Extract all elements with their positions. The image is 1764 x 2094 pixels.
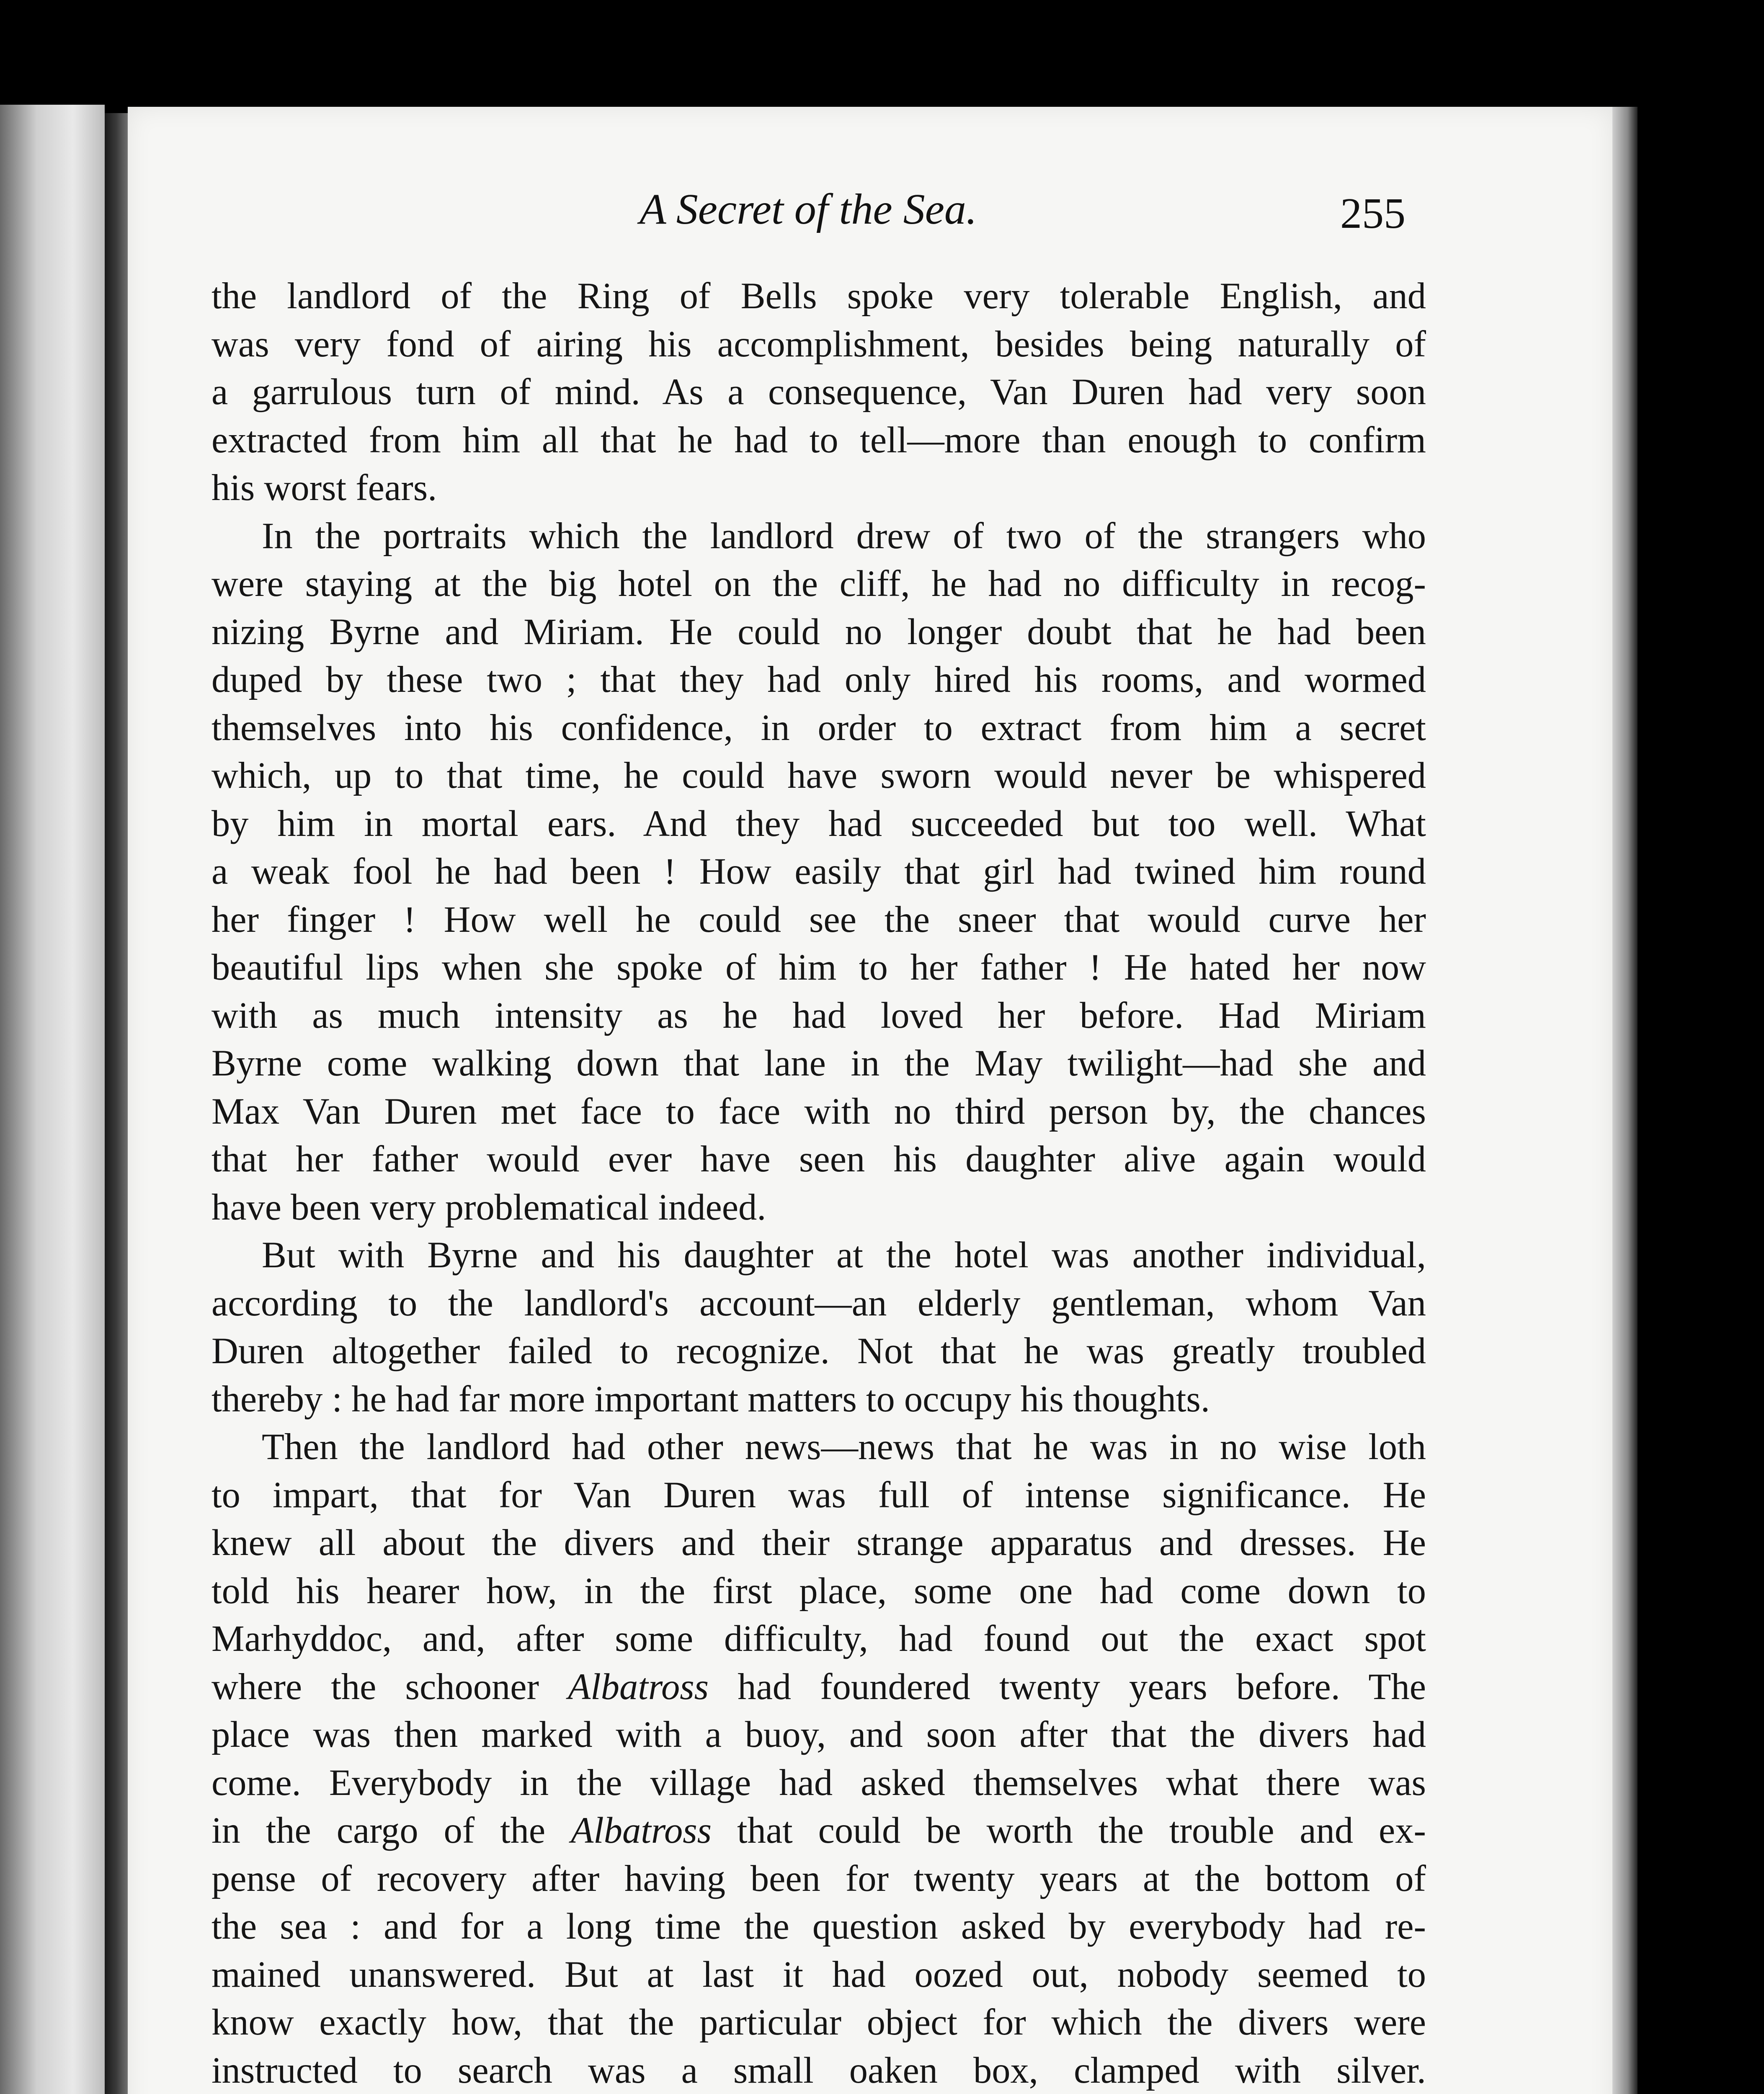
- text-line: told his hearer how, in the first place, some one had come down to: [211, 1570, 1426, 1612]
- text-line: a weak fool he had been ! How easily that girl had twined him round: [211, 851, 1426, 892]
- book-gutter: [105, 113, 128, 2094]
- text-line: to impart, that for Van Duren was full of intense significance. He: [211, 1474, 1426, 1516]
- text-line: duped by these two ; that they had only hired his rooms, and wormed: [211, 659, 1426, 700]
- text-line: the landlord of the Ring of Bells spoke very tolerable English, and: [211, 276, 1426, 317]
- page-number: 255: [1340, 189, 1406, 237]
- text-line: knew all about the divers and their strange apparatus and dresses. He: [211, 1522, 1426, 1563]
- text-line: the sea : and for a long time the question asked by everybody had re-: [211, 1906, 1426, 1947]
- text-line: a garrulous turn of mind. As a consequence, Van Duren had very soon: [211, 371, 1426, 413]
- text-line: in the cargo of the Albatross that could be worth the trouble and ex-: [211, 1810, 1426, 1851]
- page-fore-edge: [1612, 107, 1638, 2094]
- text-line: her finger ! How well he could see the sneer that would curve her: [211, 899, 1426, 940]
- text-line: themselves into his confidence, in order to extract from him a secret: [211, 707, 1426, 748]
- text-line: nizing Byrne and Miriam. He could no longer doubt that he had been: [211, 611, 1426, 652]
- text-line: according to the landlord's account—an elderly gentleman, whom Van: [211, 1282, 1426, 1324]
- text-line: Duren altogether failed to recognize. Not that he was greatly troubled: [211, 1331, 1426, 1372]
- text-line: In the portraits which the landlord drew of two of the strangers who: [262, 515, 1426, 557]
- text-line: which, up to that time, he could have sworn would never be whispered: [211, 755, 1426, 796]
- text-line: Marhyddoc, and, after some difficulty, had found out the exact spot: [211, 1618, 1426, 1659]
- previous-page-edge: [0, 105, 105, 2094]
- text-line: Max Van Duren met face to face with no third person by, the chances: [211, 1091, 1426, 1132]
- text-line: that her father would ever have seen his daughter alive again would: [211, 1139, 1426, 1180]
- body-text: [211, 272, 1426, 2094]
- text-line: where the schooner Albatross had foundered twenty years before. The: [211, 1666, 1426, 1707]
- text-line: with as much intensity as he had loved her before. Had Miriam: [211, 995, 1426, 1036]
- text-line: by him in mortal ears. And they had succeeded but too well. What: [211, 803, 1426, 844]
- text-line: was very fond of airing his accomplishment, besides being naturally of: [211, 323, 1426, 365]
- text-line: thereby : he had far more important matters to occupy his thoughts.: [211, 1378, 1210, 1420]
- text-line: know exactly how, that the particular object for which the divers were: [211, 2002, 1426, 2043]
- ship-name: Albatross: [568, 1666, 709, 1707]
- text-line: mained unanswered. But at last it had oozed out, nobody seemed to: [211, 1954, 1426, 1995]
- text-line: place was then marked with a buoy, and soon after that the divers had: [211, 1714, 1426, 1755]
- text-line: Then the landlord had other news—news that he was in no wise loth: [262, 1426, 1426, 1467]
- text-line: Byrne come walking down that lane in the May twilight—had she and: [211, 1043, 1426, 1084]
- text-line: have been very problematical indeed.: [211, 1186, 766, 1228]
- text-line: his worst fears.: [211, 467, 437, 508]
- text-line: But with Byrne and his daughter at the hotel was another individual,: [262, 1235, 1426, 1276]
- text-line: extracted from him all that he had to tell—more than enough to confirm: [211, 419, 1426, 461]
- text-line: beautiful lips when she spoke of him to her father ! He hated her now: [211, 947, 1426, 988]
- text-line: pense of recovery after having been for twenty years at the bottom of: [211, 1858, 1426, 1899]
- running-head: A Secret of the Sea.: [640, 185, 977, 233]
- text-line: instructed to search was a small oaken box, clamped with silver.: [211, 2050, 1426, 2091]
- text-line: come. Everybody in the village had asked themselves what there was: [211, 1762, 1426, 1803]
- text-line: were staying at the big hotel on the cliff, he had no difficulty in recog-: [211, 563, 1426, 604]
- ship-name: Albatross: [571, 1810, 712, 1851]
